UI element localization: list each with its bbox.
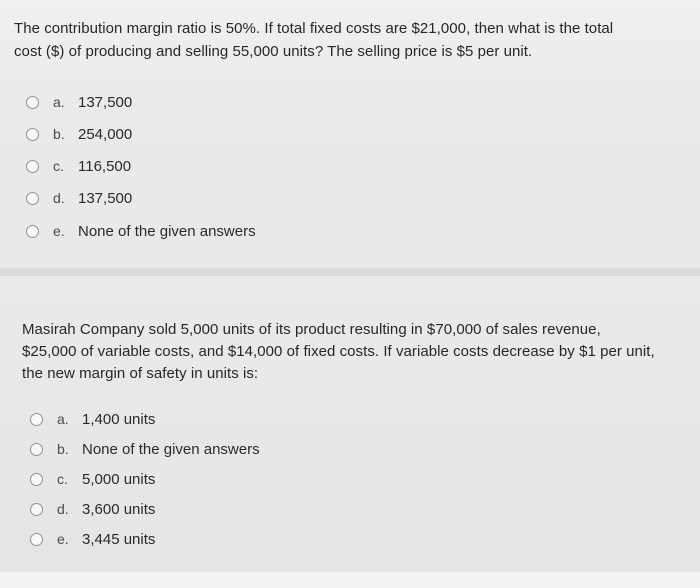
- question-2-line: Masirah Company sold 5,000 units of its product resulting in $70,000 of sales revenue,: [22, 321, 601, 338]
- q2-option-b[interactable]: [30, 436, 260, 462]
- q1-option-b[interactable]: [26, 121, 132, 147]
- option-text: None of the given answers: [82, 440, 260, 458]
- q2-option-d[interactable]: [30, 496, 155, 522]
- question-2-line: $25,000 of variable costs, and $14,000 of fixed costs. If variable costs decrease by $1 per unit,: [22, 343, 655, 360]
- option-letter: c.: [57, 471, 68, 487]
- option-text: 1,400 units: [82, 410, 156, 428]
- option-letter: b.: [53, 126, 65, 142]
- option-letter: e.: [57, 531, 69, 547]
- option-letter: a.: [53, 94, 65, 110]
- question-2-card: [0, 276, 700, 572]
- question-2-text: [22, 319, 686, 385]
- option-letter: e.: [53, 223, 65, 239]
- bottom-edge: [0, 572, 700, 588]
- option-letter: d.: [53, 190, 65, 206]
- option-text: 137,500: [78, 93, 133, 111]
- radio-button[interactable]: [30, 443, 43, 456]
- question-1-line: cost ($) of producing and selling 55,000 units? The selling price is $5 per unit.: [14, 43, 533, 60]
- q1-option-a[interactable]: [26, 89, 132, 115]
- radio-button[interactable]: [26, 128, 39, 141]
- question-2-line: the new margin of safety in units is:: [22, 365, 259, 382]
- radio-button[interactable]: [30, 533, 43, 546]
- option-text: 3,445 units: [82, 530, 156, 548]
- q2-option-a[interactable]: [30, 406, 155, 432]
- radio-button[interactable]: [26, 160, 39, 173]
- question-1-card: [0, 0, 700, 268]
- option-letter: d.: [57, 501, 69, 517]
- radio-button[interactable]: [30, 503, 43, 516]
- radio-button[interactable]: [30, 413, 43, 426]
- option-text: 3,600 units: [82, 500, 156, 518]
- option-text: 254,000: [78, 125, 133, 143]
- question-1-line: The contribution margin ratio is 50%. If total fixed costs are $21,000, then what is the total: [14, 20, 614, 37]
- q1-option-e[interactable]: [26, 218, 256, 244]
- radio-button[interactable]: [26, 192, 39, 205]
- option-text: 5,000 units: [82, 470, 156, 488]
- q2-option-e[interactable]: [30, 526, 155, 552]
- option-text: None of the given answers: [78, 222, 256, 240]
- option-letter: a.: [57, 411, 69, 427]
- card-separator: [0, 268, 700, 276]
- option-text: 137,500: [78, 189, 133, 207]
- option-letter: c.: [53, 158, 64, 174]
- radio-button[interactable]: [30, 473, 43, 486]
- q1-option-c[interactable]: [26, 153, 131, 179]
- option-text: 116,500: [78, 157, 132, 175]
- question-1-text: [14, 18, 680, 64]
- radio-button[interactable]: [26, 96, 39, 109]
- radio-button[interactable]: [26, 225, 39, 238]
- option-letter: b.: [57, 441, 69, 457]
- q2-option-c[interactable]: [30, 466, 155, 492]
- q1-option-d[interactable]: [26, 185, 132, 211]
